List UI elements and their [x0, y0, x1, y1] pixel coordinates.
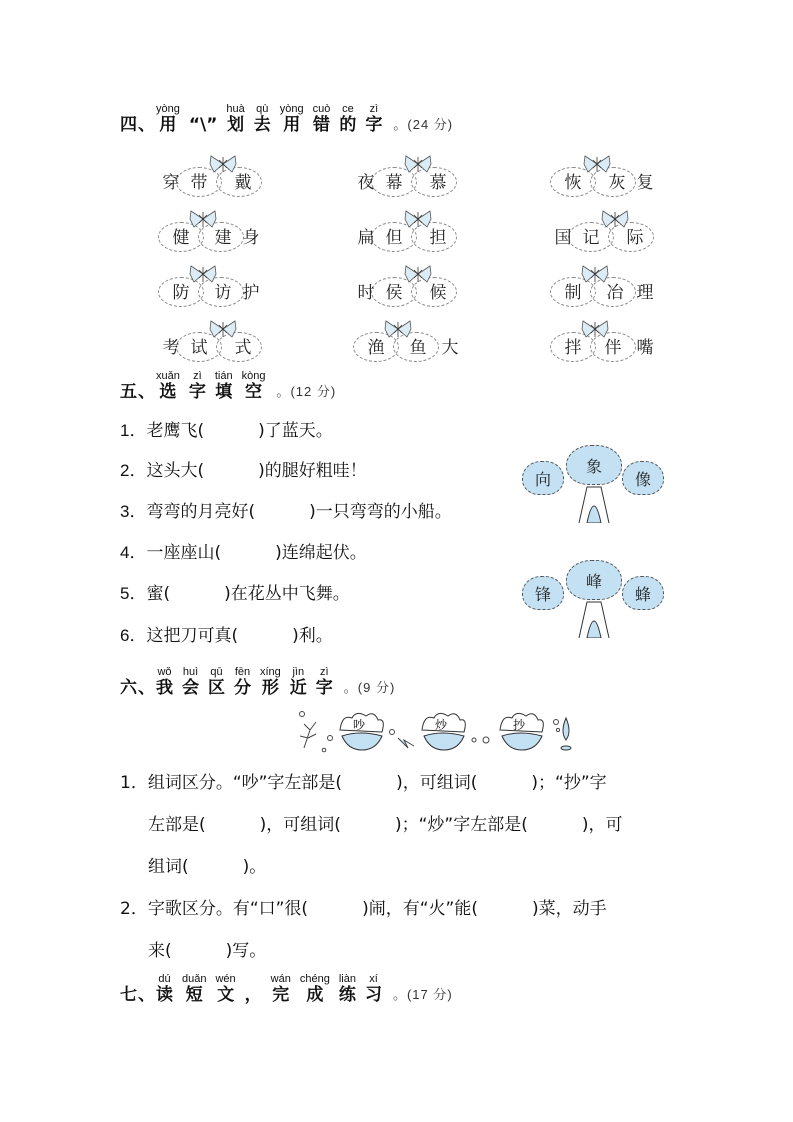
option-char: 扁	[357, 228, 375, 248]
choice-group	[552, 160, 660, 200]
pinyin-cell: wán 完	[270, 973, 291, 1005]
choice-group	[355, 325, 463, 365]
pinyin-cell: qū 区	[208, 666, 225, 698]
pinyin-cell: chéng 成	[299, 973, 330, 1005]
pinyin-cell: duǎn 短	[182, 973, 207, 1005]
choice-group	[552, 270, 660, 310]
option-char: 伴	[604, 338, 622, 358]
question-line: 左部是( )，可组词( )；“炒”字左部是( )，可	[148, 815, 623, 835]
option-char: 担	[429, 228, 447, 248]
pinyin-cell: wén 文	[215, 973, 236, 1005]
option-char: 时	[357, 283, 375, 303]
pinyin-cell: cuò 错	[312, 103, 331, 135]
word-cloud-left: 锋	[522, 576, 564, 610]
section-5-heading	[120, 370, 336, 402]
option-char: 健	[172, 228, 190, 248]
butterfly-icon	[582, 154, 612, 174]
pinyin-cell: ce 的	[339, 103, 357, 135]
shell-char: 吵	[353, 718, 366, 732]
option-char: 侯	[385, 283, 403, 303]
section-score: 。(9 分)	[343, 680, 396, 695]
choice-group	[552, 215, 660, 255]
question-line: 2．字歌区分。有“口”很( )闹，有“火”能( )菜，动手	[120, 899, 607, 919]
section-score: 。(12 分)	[276, 384, 337, 399]
butterfly-icon	[580, 319, 610, 339]
butterfly-icon	[208, 154, 238, 174]
section-4-heading	[120, 103, 453, 135]
option-char: 候	[429, 283, 447, 303]
pinyin-cell: kòng 空	[241, 370, 266, 402]
butterfly-icon	[403, 264, 433, 284]
pinyin-cell: tián 填	[214, 370, 233, 402]
option-char: 防	[172, 283, 190, 303]
question-line: 来( )写。	[148, 941, 267, 961]
option-char: 夜	[357, 173, 375, 193]
shell-char: 抄	[513, 718, 526, 732]
tree-trunk-icon	[577, 481, 611, 523]
tree-trunk-icon	[577, 596, 611, 638]
word-cloud-right: 蜂	[622, 576, 664, 610]
choice-group	[355, 270, 463, 310]
option-char: 慕	[429, 173, 447, 193]
pinyin-cell: yòng 用	[279, 103, 304, 135]
option-char: 恢	[564, 173, 582, 193]
section-number: 四、	[120, 115, 156, 135]
pinyin-cell: xuǎn 选	[156, 370, 180, 402]
fill-blank-item: 5．蜜( )在花丛中飞舞。	[120, 584, 350, 604]
option-char: 护	[242, 283, 260, 303]
section-number: 七、	[120, 985, 156, 1005]
butterfly-icon	[188, 209, 218, 229]
pinyin-cell: zì 字	[365, 103, 383, 135]
pinyin-cell: xí 习	[364, 973, 382, 1005]
option-char: 拌	[564, 338, 582, 358]
section-number: 六、	[120, 678, 156, 698]
option-char: 制	[564, 283, 582, 303]
option-char: 渔	[367, 338, 385, 358]
pinyin-cell: huà 划	[226, 103, 245, 135]
choice-group	[160, 160, 268, 200]
pinyin-cell: “\”	[188, 115, 218, 135]
butterfly-icon	[383, 319, 413, 339]
pinyin-cell: zì 字	[315, 666, 333, 698]
section-score: 。(17 分)	[392, 987, 453, 1002]
option-char: 身	[242, 228, 260, 248]
fill-blank-item: 1．老鹰飞( )了蓝天。	[120, 421, 333, 441]
option-char: 建	[214, 228, 232, 248]
section-6-heading	[120, 666, 395, 698]
option-char: 访	[214, 283, 232, 303]
section-score: 。(24 分)	[393, 117, 454, 132]
butterfly-icon	[403, 154, 433, 174]
pinyin-cell: huì 会	[182, 666, 199, 698]
choice-group	[355, 215, 463, 255]
option-char: 试	[190, 338, 208, 358]
choice-group	[160, 270, 268, 310]
pinyin-cell: liàn 练	[338, 973, 356, 1005]
pinyin-cell: yòng 用	[156, 103, 180, 135]
pinyin-cell: qù 去	[253, 103, 271, 135]
pinyin-cell: fēn 分	[234, 666, 251, 698]
option-char: 幕	[385, 173, 403, 193]
section-7-heading	[120, 973, 453, 1005]
word-cloud-left: 向	[522, 461, 564, 495]
shell-char: 炒	[435, 718, 448, 732]
word-cloud-right: 像	[622, 461, 664, 495]
option-char: 际	[626, 228, 644, 248]
option-char: 大	[441, 338, 459, 358]
option-char: 但	[385, 228, 403, 248]
butterfly-icon	[208, 319, 238, 339]
butterfly-icon	[188, 264, 218, 284]
option-char: 带	[190, 173, 208, 193]
choice-group	[160, 325, 268, 365]
pinyin-cell: ，	[244, 985, 262, 1005]
butterfly-icon	[403, 209, 433, 229]
word-cloud-center: 峰	[566, 560, 622, 600]
question-line: 1．组词区分。“吵”字左部是( )，可组词( )；“抄”字	[120, 773, 607, 793]
question-line: 组词( )。	[148, 857, 267, 877]
option-char: 考	[162, 338, 180, 358]
option-char: 式	[234, 338, 252, 358]
option-char: 穿	[162, 173, 180, 193]
fill-blank-item: 3．弯弯的月亮好( )一只弯弯的小船。	[120, 502, 452, 522]
choice-group	[160, 215, 268, 255]
option-char: 复	[636, 173, 654, 193]
word-cloud-tree	[522, 560, 667, 640]
pinyin-cell: xíng 形	[260, 666, 281, 698]
section-number: 五、	[120, 382, 156, 402]
pinyin-cell: zì 字	[188, 370, 206, 402]
option-char: 戴	[234, 173, 252, 193]
pinyin-cell: jìn 近	[289, 666, 307, 698]
fill-blank-item: 6．这把刀可真( )利。	[120, 626, 333, 646]
word-cloud-center: 象	[566, 445, 622, 485]
fill-blank-item: 4．一座座山( )连绵起伏。	[120, 543, 367, 563]
option-char: 鱼	[409, 338, 427, 358]
choice-group	[552, 325, 660, 365]
option-char: 记	[582, 228, 600, 248]
option-char: 冶	[606, 283, 624, 303]
fill-blank-item: 2．这头大( )的腿好粗哇！	[120, 461, 367, 481]
pinyin-cell: wǒ 我	[156, 666, 173, 698]
option-char: 灰	[608, 173, 626, 193]
butterfly-icon	[600, 209, 630, 229]
butterfly-icon	[580, 264, 610, 284]
pinyin-cell: dú 读	[156, 973, 173, 1005]
option-char: 理	[636, 283, 654, 303]
option-char: 嘴	[636, 338, 654, 358]
option-char: 国	[554, 228, 572, 248]
word-cloud-tree	[522, 445, 667, 525]
choice-group	[355, 160, 463, 200]
